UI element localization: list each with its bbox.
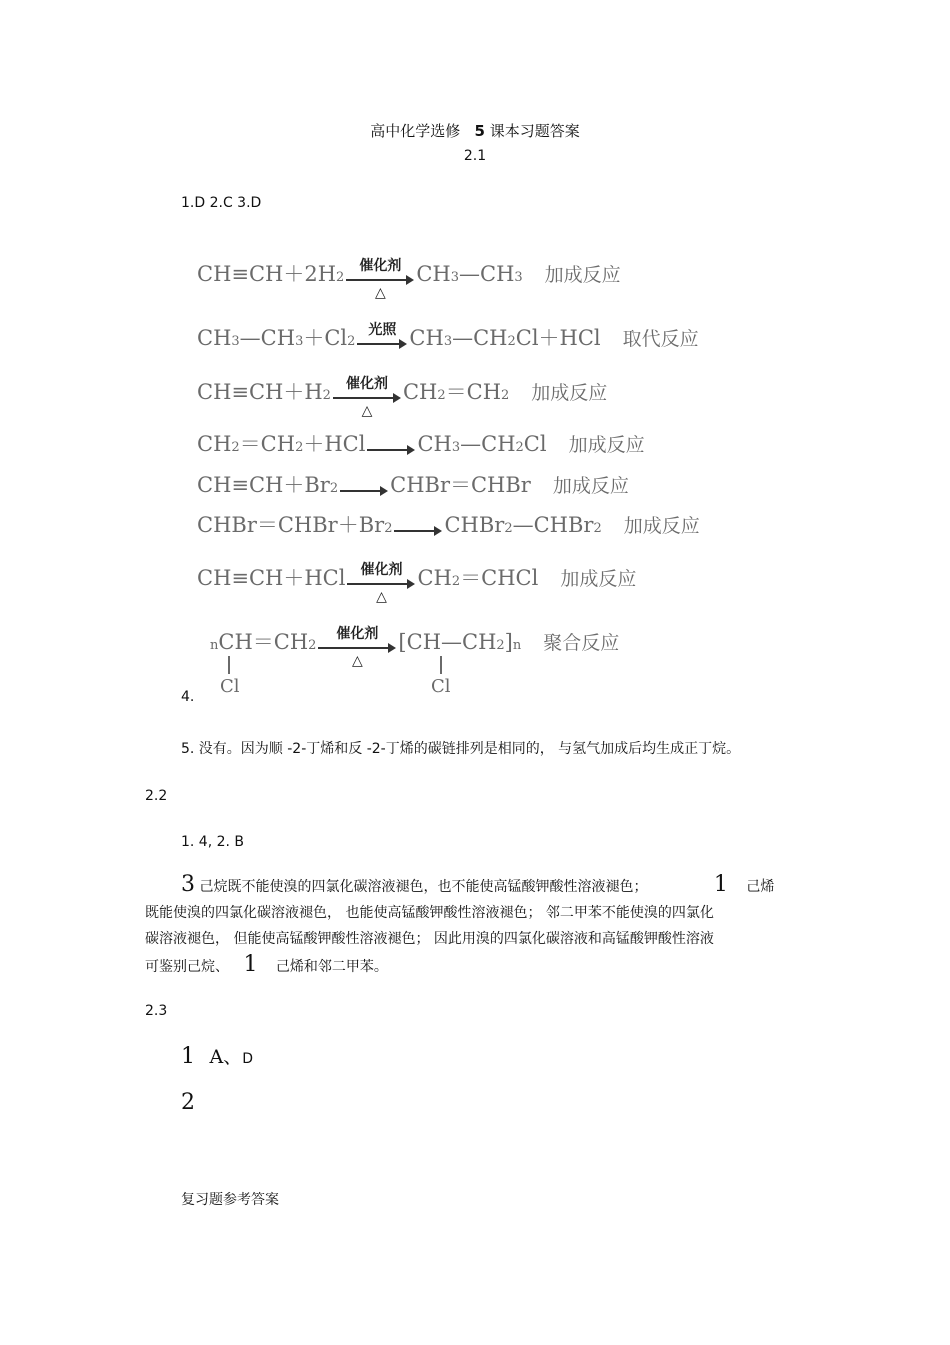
subscript: 3 xyxy=(451,440,461,455)
subscript: 2 xyxy=(308,638,317,653)
bond-line-right xyxy=(440,656,442,674)
answers-2-2-1-2: 1. 4, 2. B xyxy=(181,834,245,850)
subscript: 2 xyxy=(336,270,345,285)
heat-label: △ xyxy=(376,589,387,605)
reactant: CH≡CH＋2H xyxy=(197,262,337,286)
q3-line-3: 碳溶液褪色， 但能使高锰酸钾酸性溶液褪色； 因此用溴的四氯化碳溶液和高锰酸钾酸性溶液 xyxy=(145,931,714,947)
answer-2-2-3 xyxy=(145,872,805,980)
subscript: 2 xyxy=(347,334,356,349)
title-prefix: 高中化学选修 xyxy=(370,122,461,140)
answer-a: A、 xyxy=(209,1046,243,1068)
heat-label: △ xyxy=(361,403,373,419)
question-number: 1 xyxy=(181,1044,195,1069)
section-heading-2-1: 2.1 xyxy=(463,148,487,164)
product: Cl＋HCl xyxy=(515,326,601,350)
reaction-7 xyxy=(197,562,637,605)
chlorine-right: Cl xyxy=(431,676,451,697)
reactant: CH xyxy=(197,432,232,456)
review-heading: 复习题参考答案 xyxy=(181,1192,279,1208)
polymerization-reaction xyxy=(210,626,620,669)
title-number: 5 xyxy=(474,122,485,140)
q3-text-2: 己烯 xyxy=(746,879,775,895)
item-4: 4. xyxy=(181,689,195,705)
reaction-arrow xyxy=(346,258,414,301)
section-heading-2-2: 2.2 xyxy=(145,788,168,804)
subscript: 2 xyxy=(451,574,461,589)
q3-bar-mark: 1 xyxy=(243,952,258,977)
reactant: CHBr＝CHBr＋Br xyxy=(197,513,385,537)
q3-bar-mark: 1 xyxy=(713,872,728,897)
subscript: 2 xyxy=(515,440,524,455)
reactant: ＋Cl xyxy=(303,326,348,350)
reaction-type: 加成反应 xyxy=(552,475,629,497)
subscript: 2 xyxy=(504,521,513,536)
title-suffix: 课本习题答案 xyxy=(489,122,580,140)
product: CH xyxy=(417,566,452,590)
reaction-4 xyxy=(197,428,645,458)
reaction-6 xyxy=(197,509,700,539)
reaction-arrow xyxy=(318,626,396,669)
product: CHBr xyxy=(444,513,505,537)
reaction-type: 取代反应 xyxy=(622,328,699,350)
reaction-5 xyxy=(197,469,629,499)
subscript: 2 xyxy=(384,521,393,536)
product: CH xyxy=(416,262,451,286)
catalyst-label: 催化剂 xyxy=(336,626,379,642)
subscript: 2 xyxy=(295,440,304,455)
catalyst-label: 催化剂 xyxy=(345,376,388,392)
product: —CHBr xyxy=(512,513,594,537)
subscript: 3 xyxy=(514,270,523,285)
product: ＝CH xyxy=(445,380,502,404)
product: ＝CHCl xyxy=(460,566,539,590)
reaction-arrow xyxy=(394,530,442,532)
product: Cl xyxy=(523,432,547,456)
subscript: 2 xyxy=(501,388,510,403)
subscript-n: n xyxy=(512,638,522,653)
subscript: 3 xyxy=(450,270,459,285)
bracket-open: [ xyxy=(398,630,407,654)
reaction-type: 加成反应 xyxy=(560,568,637,590)
reactant: CH≡CH＋H xyxy=(197,380,323,404)
answer-d: D xyxy=(242,1051,253,1067)
answer-2-3-1 xyxy=(181,1042,253,1069)
reaction-type: 加成反应 xyxy=(568,434,645,456)
product: CHBr＝CHBr xyxy=(390,473,531,497)
monomer: CH＝CH xyxy=(218,630,309,654)
subscript: 3 xyxy=(231,334,240,349)
reaction-3 xyxy=(197,376,608,419)
subscript: 2 xyxy=(322,388,331,403)
answers-1-3: 1.D 2.C 3.D xyxy=(181,195,262,211)
question-number: 3 xyxy=(181,872,195,897)
bracket-close: ] xyxy=(504,630,513,654)
subscript: 3 xyxy=(295,334,304,349)
reaction-1 xyxy=(197,258,621,301)
catalyst-label: 催化剂 xyxy=(360,562,403,578)
subscript: 2 xyxy=(507,334,516,349)
item-5: 5. 没有。因为顺 -2-丁烯和反 -2-丁烯的碳链排列是相同的， 与氢气加成后均生成正丁烷。 xyxy=(181,741,741,757)
q3-line-4 xyxy=(145,952,805,980)
reaction-2 xyxy=(197,322,699,352)
reactant: ＋HCl xyxy=(303,432,366,456)
reaction-arrow xyxy=(340,490,388,492)
reaction-arrow xyxy=(367,449,415,451)
reaction-type: 加成反应 xyxy=(531,382,608,404)
subscript: 3 xyxy=(443,334,453,349)
reaction-type: 聚合反应 xyxy=(543,632,620,654)
reaction-type: 加成反应 xyxy=(544,264,621,286)
product: CH xyxy=(417,432,452,456)
reactant: ＝CH xyxy=(239,432,296,456)
reactant: CH≡CH＋HCl xyxy=(197,566,346,590)
reaction-arrow xyxy=(357,322,407,345)
subscript: 2 xyxy=(329,481,339,496)
polymer-unit: CH—CH xyxy=(406,630,497,654)
reaction-type: 加成反应 xyxy=(623,515,700,537)
subscript: 2 xyxy=(496,638,505,653)
bond-line-left xyxy=(228,656,230,674)
product: —CH xyxy=(460,432,516,456)
product: CH xyxy=(409,326,444,350)
q3-text-4a: 可鉴别己烷、 xyxy=(145,959,229,975)
heat-label: △ xyxy=(374,285,386,301)
q3-line-1 xyxy=(145,872,805,900)
question-number: 2 xyxy=(181,1090,195,1115)
reaction-arrow xyxy=(333,376,401,419)
light-label: 光照 xyxy=(368,322,397,338)
page-title xyxy=(0,120,950,141)
reactant: CH xyxy=(197,326,232,350)
reactant: —CH xyxy=(239,326,296,350)
heat-label: △ xyxy=(352,653,363,669)
reaction-arrow xyxy=(347,562,415,605)
subscript: 2 xyxy=(437,388,446,403)
catalyst-label: 催化剂 xyxy=(359,258,402,274)
subscript: 2 xyxy=(593,521,602,536)
q3-text-4b: 己烯和邻二甲苯。 xyxy=(275,959,388,975)
subscript: 2 xyxy=(231,440,240,455)
answer-2-3-2 xyxy=(181,1090,195,1115)
section-heading-2-3: 2.3 xyxy=(145,1003,168,1019)
q3-line-2: 既能使溴的四氯化碳溶液褪色， 也能使高锰酸钾酸性溶液褪色； 邻二甲苯不能使溴的四氯化 xyxy=(145,905,714,921)
q3-text-1: 己烷既不能使溴的四氯化碳溶液褪色，也不能使高锰酸钾酸性溶液褪色； xyxy=(199,879,648,895)
product: —CH xyxy=(459,262,515,286)
coefficient-n: n xyxy=(210,638,219,653)
product: —CH xyxy=(452,326,508,350)
reactant: CH≡CH＋Br xyxy=(197,473,330,497)
chlorine-left: Cl xyxy=(220,676,240,697)
product: CH xyxy=(402,380,438,404)
